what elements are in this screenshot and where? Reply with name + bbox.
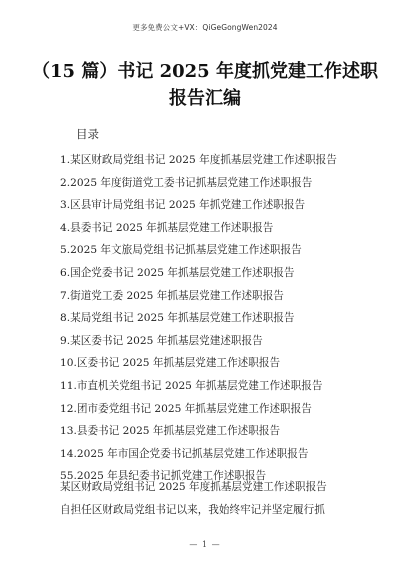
toc-item[interactable]: 5.2025 年文旅局党组书记抓基层党建工作述职报告: [60, 244, 302, 257]
toc-item[interactable]: 11.市直机关党组书记 2025 年抓基层党建工作述职报告: [60, 379, 323, 392]
paragraph-line: 自担任区财政局党组书记以来，我始终牢记并坚定履行抓: [60, 503, 325, 516]
toc-item[interactable]: 14.2025 年市国企党委书记抓基层党建工作述职报告: [60, 447, 309, 460]
table-of-contents: [60, 149, 380, 488]
toc-item[interactable]: 1.某区财政局党组书记 2025 年度抓基层党建工作述职报告: [60, 154, 337, 166]
section-heading: 某区财政局党组书记 2025 年度抓基层党建工作述职报告: [60, 481, 327, 493]
header-note: 更多免费公文+VX：QiGeGongWen2024: [132, 23, 278, 32]
page-number: — 1 —: [189, 540, 221, 549]
toc-item[interactable]: 4.县委书记 2025 年抓基层党建工作述职报告: [60, 221, 274, 234]
toc-item[interactable]: 13.县委书记 2025 年抓基层党建工作述职报告: [60, 425, 281, 438]
toc-item[interactable]: 7.街道党工委 2025 年抓基层党建工作述职报告: [60, 289, 284, 302]
toc-item[interactable]: 9.某区委书记 2025 年抓基层党建述职报告: [60, 334, 263, 347]
toc-item[interactable]: 2.2025 年度街道党工委书记抓基层党建工作述职报告: [60, 176, 313, 189]
toc-item[interactable]: 3.区县审计局党组书记 2025 年抓党建工作述职报告: [60, 199, 306, 212]
body-text: [60, 476, 380, 521]
title-line-1: （15 篇）书记 2025 年度抓党建工作述职: [32, 61, 378, 82]
toc-item[interactable]: 8.某局党组书记 2025 年抓基层党建工作述职报告: [60, 312, 295, 325]
document-title: [0, 58, 410, 112]
toc-item[interactable]: 10.区委书记 2025 年抓基层党建工作述职报告: [60, 357, 281, 370]
toc-item[interactable]: 55.2025 年县纪委书记抓党建工作述职报告: [60, 470, 267, 483]
title-line-2: 报告汇编: [169, 88, 241, 109]
toc-heading: 目录: [76, 127, 99, 141]
toc-item[interactable]: 6.国企党委书记 2025 年抓基层党建工作述职报告: [60, 266, 295, 279]
toc-item[interactable]: 12.团市委党组书记 2025 年抓基层党建工作述职报告: [60, 402, 312, 415]
